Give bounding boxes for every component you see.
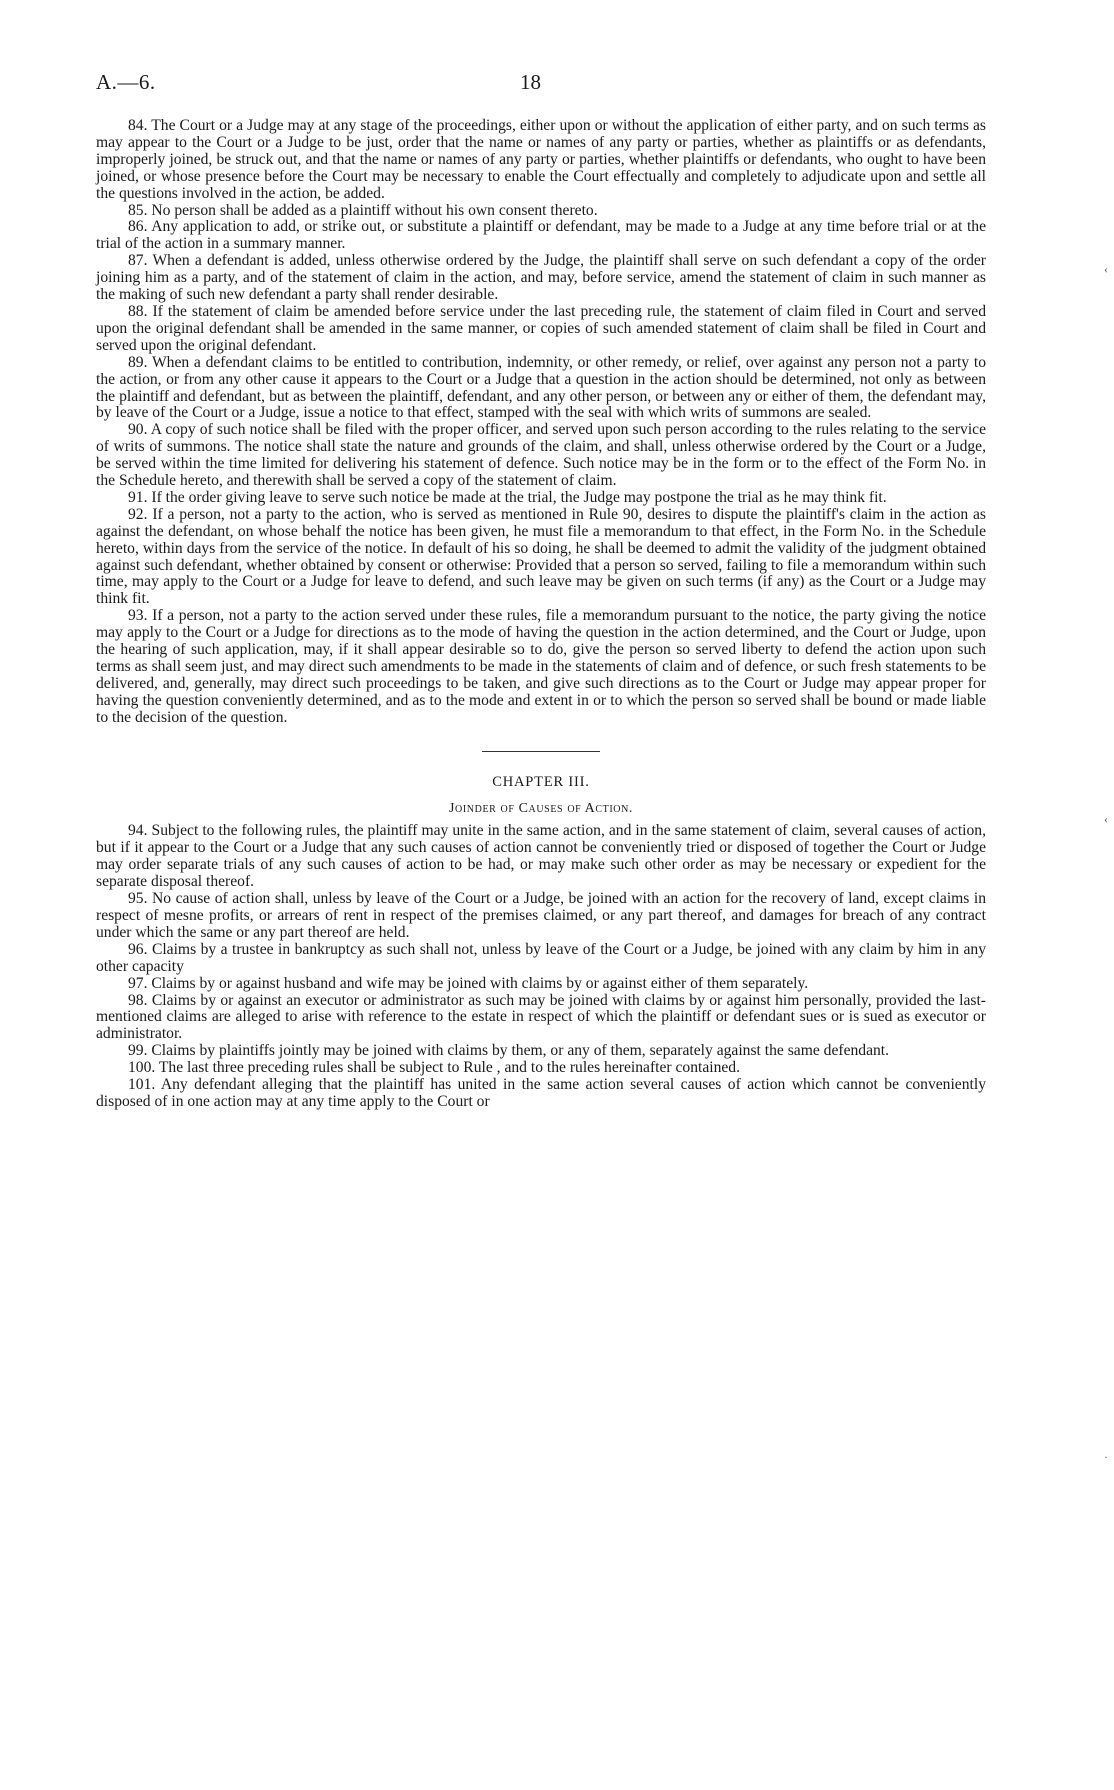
chapter-subtitle: Joinder of Causes of Action.	[449, 800, 633, 816]
margin-mark: ‹	[1104, 262, 1108, 276]
page-reference: A.—6.	[96, 70, 156, 94]
chapter-title: CHAPTER III.	[492, 773, 590, 790]
rule-91: 91. If the order giving leave to serve such notice be made at the trial, the Judge may postpone the trial as he may think fit.	[128, 488, 887, 506]
rule-97: 97. Claims by or against husband and wife may be joined with claims by or against either of them separately.	[128, 974, 809, 992]
rule-90: 90. A copy of such notice shall be filed with the proper officer, and served upon such person according to the rules relating to the service of writs of summons. The notice shall state the nature and grounds of the claim, and shall, unless otherwise ordered by the Court or a Judge, be served within the time limited for delivering his statement of defence. Such notice may be in the form or to the effect of the Form No. in the Schedule hereto, and therewith shall be served a copy of the statement of claim.	[96, 421, 986, 490]
rule-89: 89. When a defendant claims to be entitled to contribution, indemnity, or other remedy, or relief, over against any person not a party to the action, or from any other cause it appears to the Court or a Judge that a question in the action should be determined, not only as between the plaintiff and defendant, but as between the plaintiff, defendant, and any other person, or between any or either of them, the defendant may, by leave of the Court or a Judge, issue a notice to that effect, stamped with the seal with which writs of summons are sealed.	[96, 353, 986, 422]
rule-99: 99. Claims by plaintiffs jointly may be joined with claims by them, or any of them, separately against the same defendant.	[128, 1042, 890, 1060]
rule-92: 92. If a person, not a party to the action, who is served as mentioned in Rule 90, desires to dispute the plaintiff's claim in the action as against the defendant, on whose behalf the notice has been given, he must file a memorandum to that effect, in the Form No. in the Schedule hereto, within days from the service of the notice. In default of his so doing, he shall be deemed to admit the validity of the judgment obtained against such defendant, whether obtained by consent or otherwise: Provided that a person so served, failing to file a memorandum within such time, may apply to the Court or a Judge for leave to defend, and such leave may be given on such terms (if any) as the Court or a Judge may think fit.	[96, 505, 986, 608]
rule-100: 100. The last three preceding rules shall be subject to Rule , and to the rules hereinafter contained.	[128, 1059, 740, 1077]
rules-section-1	[96, 118, 986, 727]
page-number: 18	[520, 70, 541, 94]
page-header	[96, 70, 986, 96]
rule-85: 85. No person shall be added as a plaintiff without his own consent thereto.	[128, 201, 598, 219]
margin-mark: ‹	[1104, 812, 1108, 826]
rule-84: 84. The Court or a Judge may at any stage of the proceedings, either upon or without the application of either party, and on such terms as may appear to the Court or a Judge to be just, order that the name or names of any party or parties, whether as plaintiffs or as defendants, improperly joined, be struck out, and that the name or names of any party or parties, whether plaintiffs or defendants, who ought to have been joined, or whose presence before the Court may be necessary to enable the Court effectually and completely to adjudicate upon and settle all the questions involved in the action, be added.	[96, 117, 986, 202]
rule-101: 101. Any defendant alleging that the plaintiff has united in the same action several causes of action which cannot be conveniently disposed of in one action may at any time apply to the Court or	[96, 1076, 986, 1110]
rule-93: 93. If a person, not a party to the action served under these rules, file a memorandum pursuant to the notice, the party giving the notice may apply to the Court or a Judge for directions as to the mode of having the question in the action determined, and the Court or Judge, upon the hearing of such application, may, if it shall appear desirable so to do, give the person so served liberty to defend the action upon such terms as shall seem just, and may direct such amendments to be made in the statements of claim and of defence, or such fresh statements to be delivered, and, generally, may direct such proceedings to be taken, and give such directions as to the Court or Judge may appear proper for having the question conveniently determined, and as to the mode and extent in or to which the person so served shall be bound or made liable to the decision of the question.	[96, 607, 986, 726]
rule-88: 88. If the statement of claim be amended before service under the last preceding rule, the statement of claim filed in Court and served upon the original defendant shall be amended in the same manner, or copies of such amended statement of claim shall be filed in Court and served upon the original defendant.	[96, 302, 986, 354]
section-divider	[482, 751, 600, 752]
rules-section-2	[96, 823, 986, 1110]
rule-98: 98. Claims by or against an executor or administrator as such may be joined with claims by or against him personally, provided the last-mentioned claims are alleged to arise with reference to the estate in respect of which the plaintiff or defendant sues or is sued as executor or administrator.	[96, 991, 986, 1043]
rule-86: 86. Any application to add, or strike out, or substitute a plaintiff or defendant, may be made to a Judge at any time before trial or at the trial of the action in a summary manner.	[96, 218, 986, 253]
rule-87: 87. When a defendant is added, unless otherwise ordered by the Judge, the plaintiff shall serve on such defendant a copy of the order joining him as a party, and of the statement of claim in the action, and may, before service, amend the statement of claim in such manner as the making of such new defendant a party shall render desirable.	[96, 252, 986, 304]
rule-96: 96. Claims by a trustee in bankruptcy as such shall not, unless by leave of the Court or a Judge, be joined with any claim by him in any other capacity	[96, 940, 986, 975]
rule-94: 94. Subject to the following rules, the plaintiff may unite in the same action, and in the same statement of claim, several causes of action, but if it appear to the Court or a Judge that any such causes of action cannot be conveniently tried or disposed of together the Court or Judge may order separate trials of any such causes of action to be had, or may make such other order as may be necessary or expedient for the separate disposal thereof.	[96, 822, 986, 891]
document-body	[96, 118, 986, 1111]
margin-mark: ·	[1104, 1450, 1108, 1464]
rule-95: 95. No cause of action shall, unless by leave of the Court or a Judge, be joined with an action for the recovery of land, except claims in respect of mesne profits, or arrears of rent in respect of the premises claimed, or any part thereof, and damages for breach of any contract under which the same or any part thereof are held.	[96, 890, 986, 941]
